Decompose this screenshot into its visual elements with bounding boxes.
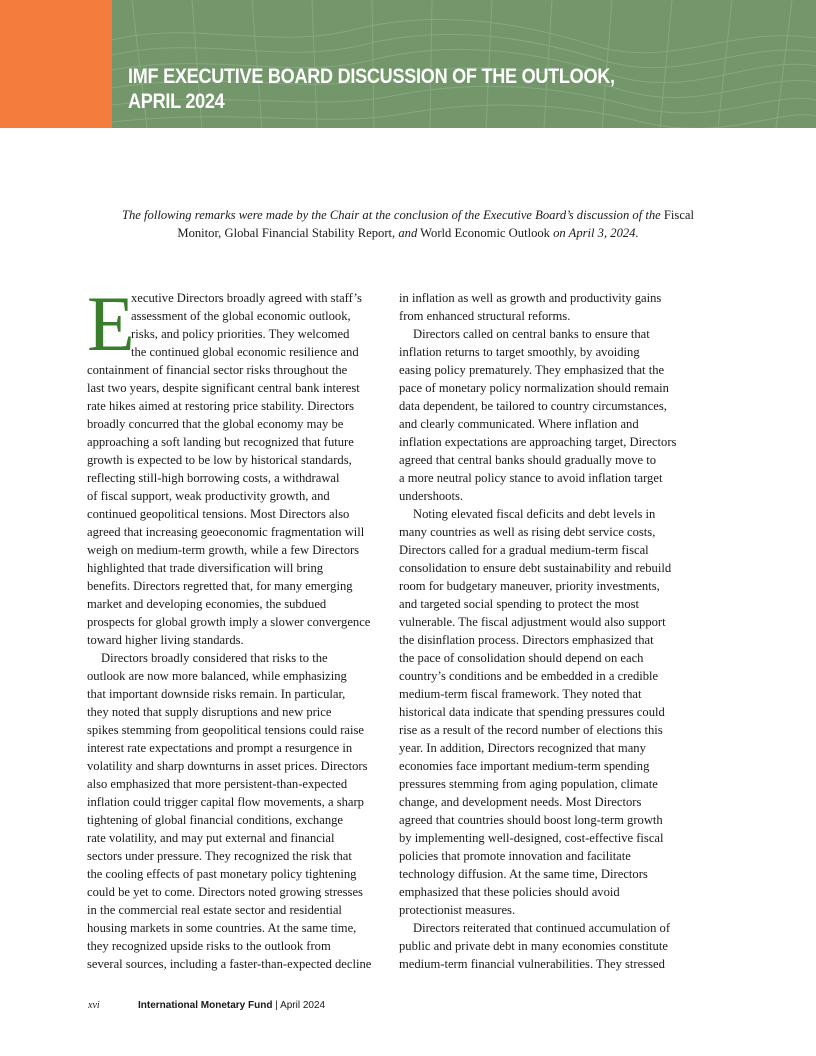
text-line: a more neutral policy stance to avoid inflation target	[399, 471, 663, 485]
page-number: xvi	[88, 1000, 100, 1011]
text-line: tightening of global financial conditions, exchange	[87, 813, 344, 827]
page-title	[128, 64, 615, 114]
page-title-line-1: IMF EXECUTIVE BOARD DISCUSSION OF THE OUTLOOK,	[128, 65, 615, 88]
intro-remarks	[100, 206, 716, 242]
text-line: spikes stemming from geopolitical tensions could raise	[87, 723, 365, 737]
text-line: xecutive Directors broadly agreed with staff’s	[131, 291, 362, 305]
text-line: benefits. Directors regretted that, for many emerging	[87, 579, 353, 593]
text-line: emphasized that these policies should avoid	[399, 885, 620, 899]
text-line: agreed that central banks should gradually move to	[399, 453, 657, 467]
text-line: change, and development needs. Most Directors	[399, 795, 642, 809]
text-line: that important downside risks remain. In particular,	[87, 687, 346, 701]
text-line: policies that promote innovation and facilitate	[399, 849, 631, 863]
text-line: economies face important medium-term spending	[399, 759, 650, 773]
drop-cap: E	[87, 280, 135, 367]
text-line: vulnerable. The fiscal adjustment would also support	[399, 615, 666, 629]
text-line: market and developing economies, the subdued	[87, 597, 327, 611]
text-line: they recognized upside risks to the outlook from	[87, 939, 331, 953]
text-line: volatility and sharp downturns in asset prices. Directors	[87, 759, 368, 773]
text-line: room for budgetary maneuver, priority investments,	[399, 579, 660, 593]
text-line: reflecting still-high borrowing costs, a withdrawal	[87, 471, 340, 485]
text-line: risks, and policy priorities. They welcomed	[131, 327, 350, 341]
footer-date: April 2024	[280, 1000, 326, 1011]
text-line: weigh on medium-term growth, while a few Directors	[87, 543, 360, 557]
text-line: pace of monetary policy normalization should remain	[399, 381, 669, 395]
text-line: Noting elevated fiscal deficits and debt levels in	[413, 507, 656, 521]
text-line: the disinflation process. Directors emphasized that	[399, 633, 654, 647]
right-column	[399, 289, 699, 973]
text-line: technology diffusion. At the same time, Directors	[399, 867, 648, 881]
text-line: broadly concurred that the global economy may be	[87, 417, 344, 431]
text-line: agreed that increasing geoeconomic fragmentation will	[87, 525, 365, 539]
text-line: rise as a result of the record number of elections this	[399, 723, 663, 737]
text-line: year. In addition, Directors recognized that many	[399, 741, 646, 755]
text-line: country’s conditions and be embedded in a credible	[399, 669, 659, 683]
text-line: highlighted that trade diversification will bring	[87, 561, 324, 575]
text-line: continued geopolitical tensions. Most Directors also	[87, 507, 350, 521]
text-line: assessment of the global economic outlook,	[131, 309, 351, 323]
text-line: Directors reiterated that continued accumulation of	[413, 921, 671, 935]
text-line: medium-term financial vulnerabilities. They stressed	[399, 957, 665, 971]
text-line: last two years, despite significant central bank interest	[87, 381, 360, 395]
text-line: by implementing well-designed, cost-effective fiscal	[399, 831, 664, 845]
text-line: and clearly communicated. Where inflation and	[399, 417, 639, 431]
text-line: from enhanced structural reforms.	[399, 309, 571, 323]
intro-date: on April 3, 2024.	[553, 226, 639, 240]
text-line: rate hikes aimed at restoring price stability. Directors	[87, 399, 355, 413]
text-line: several sources, including a faster-than-expected decline	[87, 957, 372, 971]
text-line: inflation expectations are approaching target, Directors	[399, 435, 677, 449]
text-line: easing policy prematurely. They emphasized that the	[399, 363, 665, 377]
text-line: historical data indicate that spending pressures could	[399, 705, 665, 719]
orange-accent-block	[0, 0, 112, 128]
text-line: sectors under pressure. They recognized the risk that	[87, 849, 352, 863]
page-footer	[88, 1000, 326, 1011]
text-line: rate volatility, and may put external and financial	[87, 831, 335, 845]
text-line: agreed that countries should boost long-term growth	[399, 813, 663, 827]
text-line: in inflation as well as growth and productivity gains	[399, 291, 662, 305]
footer-separator: |	[272, 1000, 281, 1011]
text-line: approaching a soft landing but recognized that future	[87, 435, 354, 449]
text-line: inflation returns to target smoothly, by avoiding	[399, 345, 640, 359]
text-line: protectionist measures.	[399, 903, 516, 917]
text-line: in the commercial real estate sector and residential	[87, 903, 342, 917]
text-line: interest rate expectations and prompt a resurgence in	[87, 741, 353, 755]
left-column	[87, 280, 387, 973]
text-line: and targeted social spending to protect the most	[399, 597, 640, 611]
text-line: the pace of consolidation should depend on each	[399, 651, 644, 665]
text-line: Directors called for a gradual medium-term fiscal	[399, 543, 649, 557]
text-line: toward higher living standards.	[87, 633, 244, 647]
fiscal-monitor-title: Fiscal Monitor,	[177, 208, 695, 240]
text-line: data dependent, be tailored to country circumstances,	[399, 399, 667, 413]
text-line: of fiscal support, weak productivity growth, and	[87, 489, 330, 503]
text-line: many countries as well as rising debt service costs,	[399, 525, 656, 539]
text-line: undershoots.	[399, 489, 464, 503]
text-line: containment of financial sector risks throughout the	[87, 363, 348, 377]
intro-text: The following remarks were made by the Chair at the conclusion of the Executive Board’s discussion of the	[121, 208, 661, 222]
text-line: medium-term fiscal framework. They noted that	[399, 687, 642, 701]
text-line: public and private debt in many economies constitute	[399, 939, 668, 953]
text-line: housing markets in some countries. At the same time,	[87, 921, 357, 935]
weo-title: World Economic Outlook	[420, 226, 550, 240]
text-line: Directors called on central banks to ensure that	[413, 327, 650, 341]
text-line: pressures stemming from aging population, climate	[399, 777, 658, 791]
text-line: they noted that supply disruptions and new price	[87, 705, 332, 719]
footer-publisher: International Monetary Fund	[138, 1000, 273, 1011]
text-line: could be yet to come. Directors noted growing stresses	[87, 885, 363, 899]
text-line: also emphasized that more persistent-than-expected	[87, 777, 348, 791]
text-line: the continued global economic resilience and	[131, 345, 359, 359]
intro-and: and	[398, 226, 418, 240]
header-banner	[0, 0, 816, 128]
text-line: Directors broadly considered that risks to the	[101, 651, 328, 665]
text-line: prospects for global growth imply a slower convergence	[87, 615, 371, 629]
text-line: inflation could trigger capital flow movements, a sharp	[87, 795, 364, 809]
text-line: growth is expected to be low by historical standards,	[87, 453, 352, 467]
text-line: consolidation to ensure debt sustainability and rebuild	[399, 561, 672, 575]
gfsr-title: Global Financial Stability Report,	[224, 226, 396, 240]
text-line: the cooling effects of past monetary policy tightening	[87, 867, 357, 881]
text-line: outlook are now more balanced, while emphasizing	[87, 669, 347, 683]
footer-publication	[138, 1000, 325, 1011]
page-title-line-2: APRIL 2024	[128, 90, 225, 113]
